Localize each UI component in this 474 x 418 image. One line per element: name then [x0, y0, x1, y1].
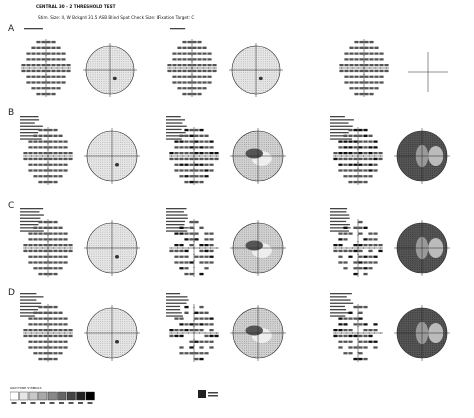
- visual-field-panel: [166, 206, 306, 292]
- humphrey-logo-icon: [196, 388, 220, 408]
- visual-field-panel: [330, 291, 470, 377]
- graytone-legend-swatches: [10, 390, 100, 412]
- visual-field-panel: [20, 114, 160, 200]
- graytone-legend: [10, 386, 100, 416]
- fixation-info: Fixation Target: C: [158, 15, 195, 20]
- row-letter-a: A: [8, 24, 15, 34]
- stimulus-info: Stim. Size: II, W Bckgrd 31.5 ASB Blind Spot Check Size: II: [38, 15, 160, 20]
- row-letter-c: C: [8, 201, 15, 211]
- row-letter-d: D: [8, 288, 15, 298]
- visual-field-panel: [166, 291, 306, 377]
- visual-field-panel: [330, 114, 470, 200]
- visual-field-panel: [166, 114, 306, 200]
- visual-field-panel: [20, 291, 160, 377]
- visual-field-panel: [166, 28, 306, 114]
- visual-field-panel: [20, 206, 160, 292]
- visual-field-panel: [330, 206, 470, 292]
- row-letter-b: B: [8, 108, 15, 118]
- test-title: CENTRAL 30 - 2 THRESHOLD TEST: [36, 4, 116, 9]
- visual-field-panel: [20, 28, 160, 114]
- graytone-legend-label: GRAYTONE SYMBOLS: [10, 386, 42, 390]
- visual-field-panel: [330, 28, 450, 106]
